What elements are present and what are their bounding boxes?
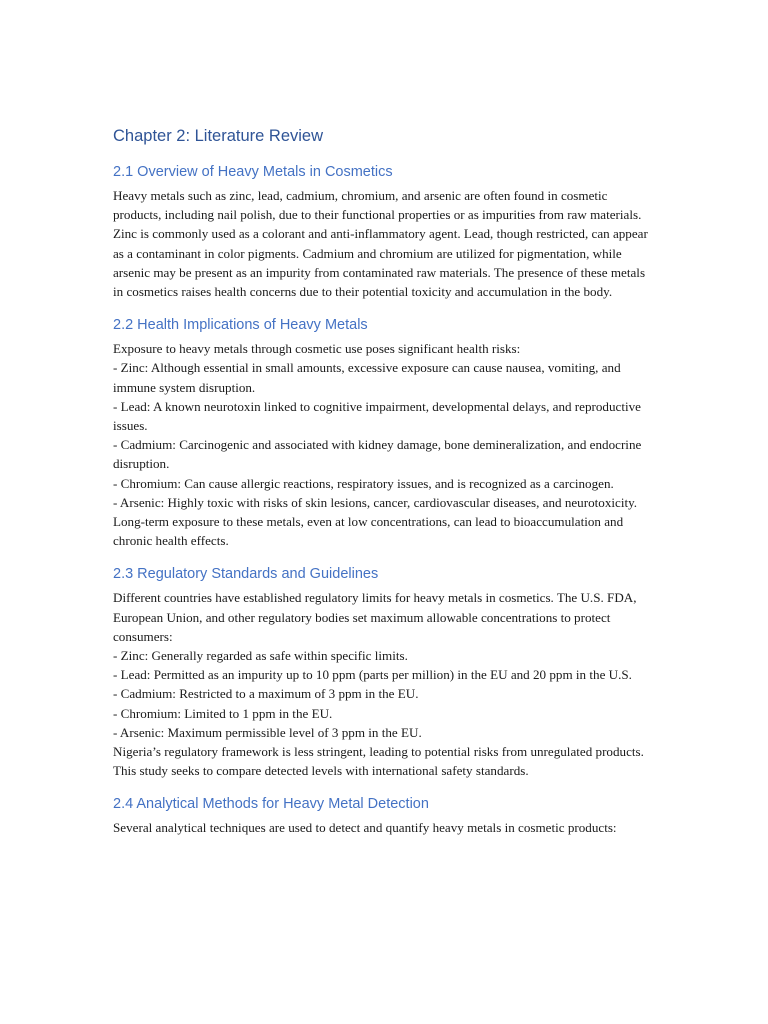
list-item: - Chromium: Can cause allergic reactions, respiratory issues, and is recognized as a carcinogen. bbox=[113, 475, 614, 491]
list-item: - Zinc: Generally regarded as safe within specific limits. bbox=[113, 648, 408, 664]
list-item: - Arsenic: Maximum permissible level of 3 ppm in the EU. bbox=[113, 724, 422, 740]
section-heading: 2.2 Health Implications of Heavy Metals bbox=[113, 317, 368, 334]
list-item: - Chromium: Limited to 1 ppm in the EU. bbox=[113, 705, 333, 721]
paragraph: Nigeria’s regulatory framework is less stringent, leading to potential risks from unregulated products. This study seeks to compare detected levels with international safety standards. bbox=[113, 744, 644, 779]
paragraph: Several analytical techniques are used to detect and quantify heavy metals in cosmetic products: bbox=[113, 820, 617, 836]
list-item: - Cadmium: Restricted to a maximum of 3 ppm in the EU. bbox=[113, 686, 419, 702]
section-regulatory-standards bbox=[113, 564, 658, 780]
paragraph: Different countries have established regulatory limits for heavy metals in cosmetics. The U.S. FDA, European Union, and other regulatory bodies set maximum allowable concentrations to protect consumers: bbox=[113, 590, 637, 644]
list-item: - Lead: A known neurotoxin linked to cognitive impairment, developmental delays, and reproductive issues. bbox=[113, 398, 641, 434]
section-overview bbox=[113, 162, 658, 301]
list-item: - Lead: Permitted as an impurity up to 10 ppm (parts per million) in the EU and 20 ppm in the U.S. bbox=[113, 667, 632, 683]
list-item: - Arsenic: Highly toxic with risks of skin lesions, cancer, cardiovascular diseases, and neurotoxicity. bbox=[113, 494, 638, 510]
section-health-implications bbox=[113, 315, 658, 550]
paragraph: Heavy metals such as zinc, lead, cadmium, chromium, and arsenic are often found in cosmetic products, including nail polish, due to their functional properties or as impurities from raw materials. Zinc is commonly used as a colorant and anti-inflammatory agent. Lead, though restricted, can appear as a contaminant in color pigments. Cadmium and chromium are utilized for pigmentation, while arsenic may be present as an impurity from contaminated raw materials. The presence of these metals in cosmetics raises health concerns due to their potential toxicity and accumulation in the body. bbox=[113, 188, 648, 300]
paragraph: Long-term exposure to these metals, even at low concentrations, can lead to bioaccumulation and chronic health effects. bbox=[113, 514, 624, 549]
section-analytical-methods bbox=[113, 794, 658, 837]
list-item: - Zinc: Although essential in small amounts, excessive exposure can cause nausea, vomiting, and immune system disruption. bbox=[113, 360, 621, 395]
section-heading: 2.3 Regulatory Standards and Guidelines bbox=[113, 566, 379, 583]
document-page bbox=[113, 124, 658, 852]
chapter-title: Chapter 2: Literature Review bbox=[113, 127, 324, 145]
section-heading: 2.1 Overview of Heavy Metals in Cosmetics bbox=[113, 164, 393, 180]
section-heading: 2.4 Analytical Methods for Heavy Metal Detection bbox=[113, 796, 429, 813]
list-item: - Cadmium: Carcinogenic and associated with kidney damage, bone demineralization, and endocrine disruption. bbox=[113, 437, 642, 472]
paragraph: Exposure to heavy metals through cosmetic use poses significant health risks: bbox=[113, 341, 521, 357]
